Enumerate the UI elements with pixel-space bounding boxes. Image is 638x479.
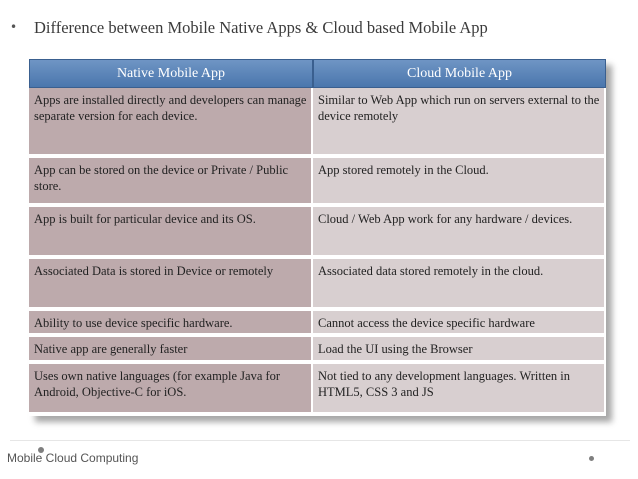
table-cell-cloud: Similar to Web App which run on servers external to the device remotely bbox=[313, 88, 606, 158]
corner-dot-icon bbox=[589, 456, 594, 461]
table-row bbox=[29, 88, 606, 158]
table-cell-native: Apps are installed directly and developers can manage separate version for each device. bbox=[29, 88, 313, 158]
table-row bbox=[29, 158, 606, 207]
table-header-row bbox=[29, 59, 606, 88]
table-row bbox=[29, 259, 606, 311]
table-cell-native: Uses own native languages (for example Java for Android, Objective-C for iOS. bbox=[29, 364, 313, 416]
table-cell-native: Ability to use device specific hardware. bbox=[29, 311, 313, 337]
footer-rule bbox=[10, 440, 630, 441]
table-cell-native: Associated Data is stored in Device or remotely bbox=[29, 259, 313, 311]
comparison-table bbox=[29, 59, 606, 416]
table-cell-cloud: Associated data stored remotely in the cloud. bbox=[313, 259, 606, 311]
heading-text: Difference between Mobile Native Apps & Cloud based Mobile App bbox=[34, 18, 488, 37]
table-row bbox=[29, 311, 606, 337]
bullet-icon: • bbox=[10, 20, 18, 34]
table-cell-native: Native app are generally faster bbox=[29, 337, 313, 364]
table-cell-cloud: Cloud / Web App work for any hardware / devices. bbox=[313, 207, 606, 259]
table-cell-native: App can be stored on the device or Private / Public store. bbox=[29, 158, 313, 207]
table-row bbox=[29, 364, 606, 416]
table-row bbox=[29, 337, 606, 364]
comparison-table-container bbox=[29, 59, 606, 416]
table-cell-cloud: Not tied to any development languages. Written in HTML5, CSS 3 and JS bbox=[313, 364, 606, 416]
column-header-native: Native Mobile App bbox=[29, 59, 313, 88]
slide-footer: Mobile Cloud Computing bbox=[7, 451, 139, 465]
slide-heading bbox=[10, 18, 488, 38]
column-header-cloud: Cloud Mobile App bbox=[313, 59, 606, 88]
table-cell-cloud: App stored remotely in the Cloud. bbox=[313, 158, 606, 207]
table-cell-native: App is built for particular device and its OS. bbox=[29, 207, 313, 259]
table-cell-cloud: Cannot access the device specific hardware bbox=[313, 311, 606, 337]
table-cell-cloud: Load the UI using the Browser bbox=[313, 337, 606, 364]
table-row bbox=[29, 207, 606, 259]
